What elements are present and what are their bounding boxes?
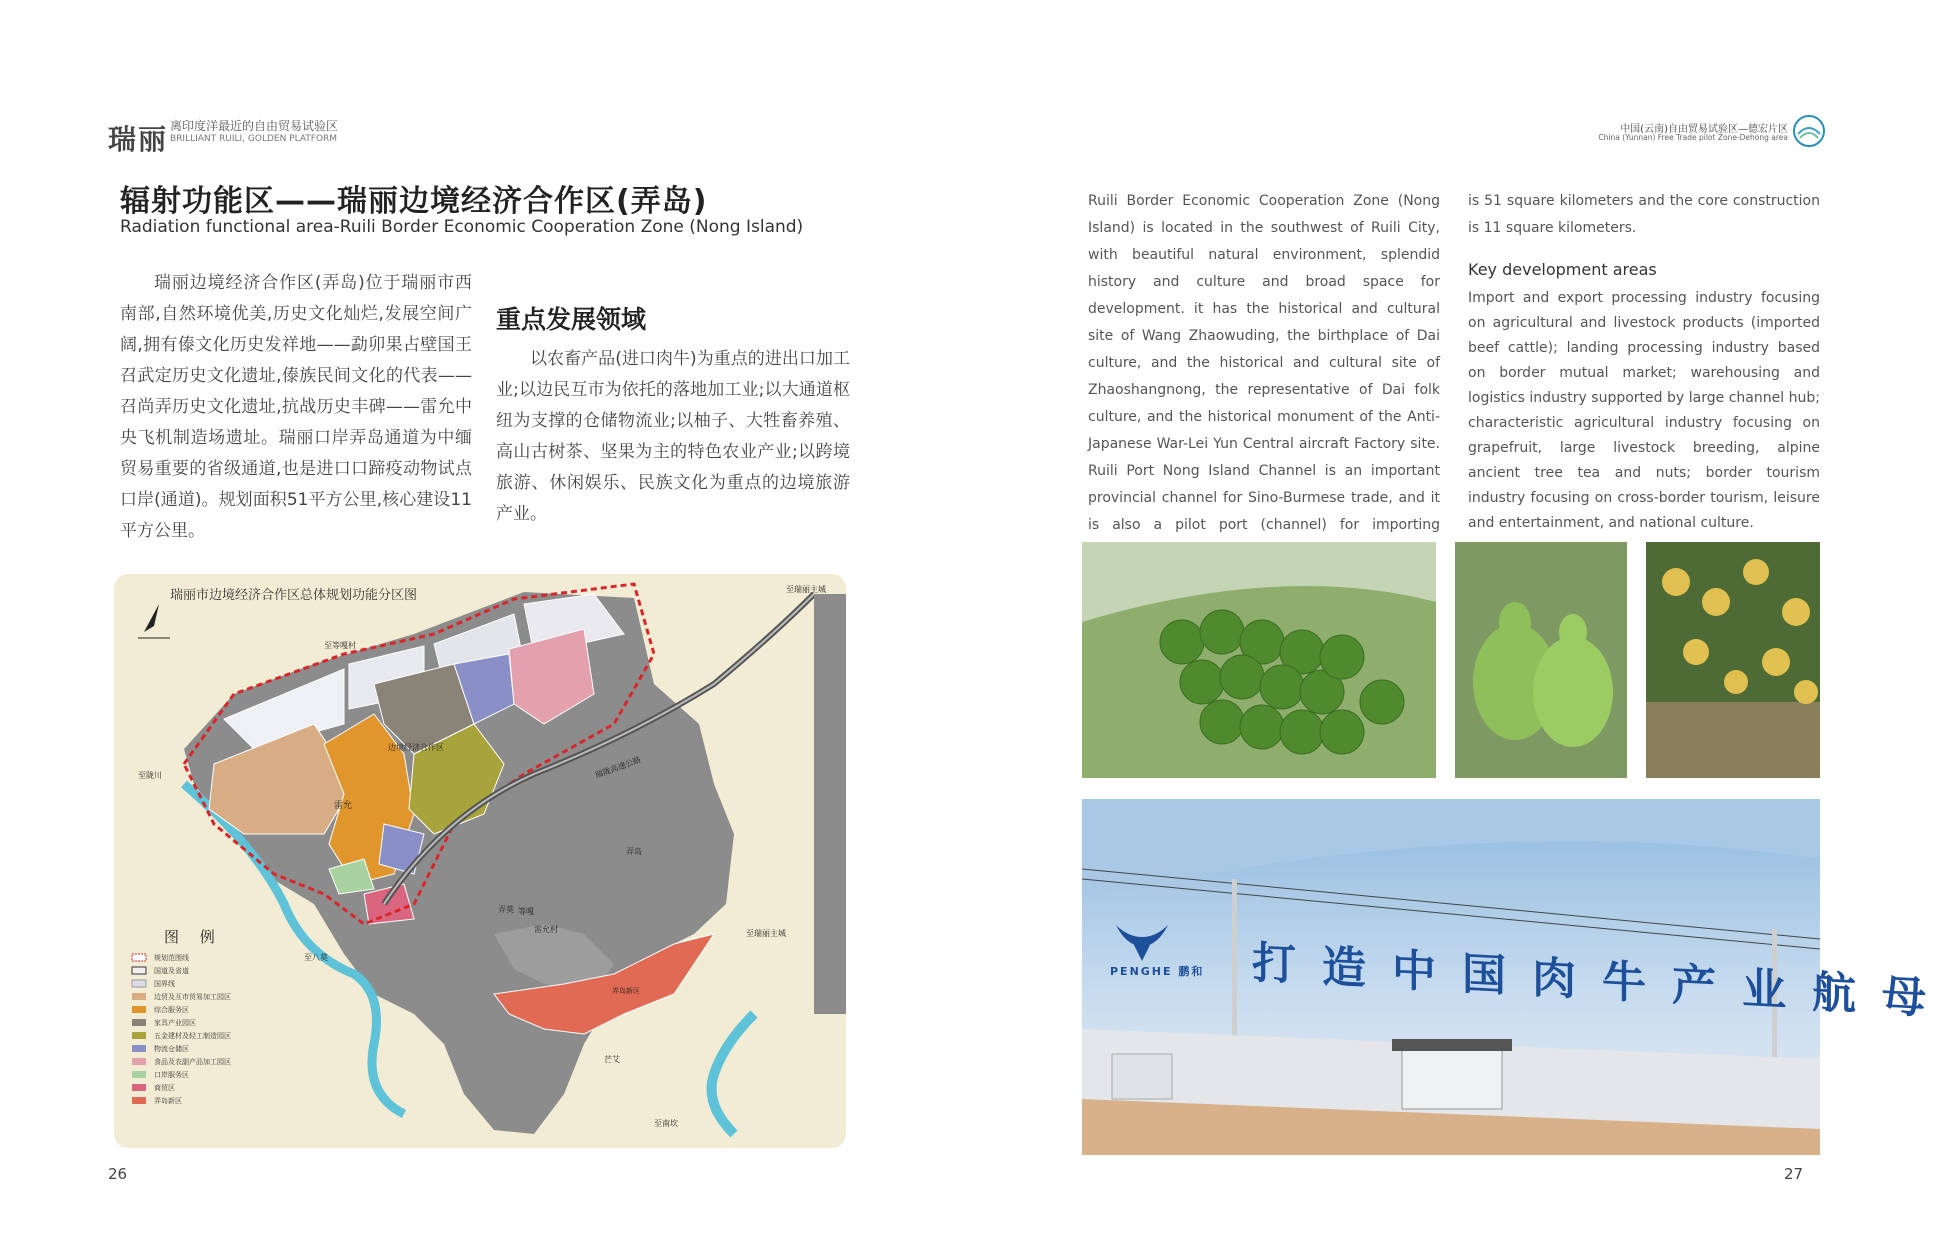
map-label: 弄莫 (498, 905, 514, 914)
intro-paragraph-cn: 瑞丽边境经济合作区(弄岛)位于瑞丽市西南部,自然环境优美,历史文化灿烂,发展空间广阔,拥有傣文化历史发祥地——勐卯果占壁国王召武定历史文化遗址,傣族民间文化的代表——召尚弄历史文化遗址,抗战历史丰碑——雷允中央飞机制造场遗址。瑞丽口岸弄岛通道为中缅贸易重要的省级通道,也是进口口蹄疫动物试点口岸(通道)。规划面积51平方公里,核心建设11平方公里。 (120, 273, 472, 541)
map-label: 弄岛 (626, 847, 642, 856)
map-title: 瑞丽市边境经济合作区总体规划功能分区图 (170, 588, 418, 603)
photo-penghe-factory (1082, 799, 1952, 1155)
legend-item: 口岸服务区 (154, 1071, 189, 1079)
legend-item: 家具产业园区 (154, 1019, 196, 1027)
legend-swatch (132, 954, 146, 961)
legend-item: 食品及农副产品加工园区 (154, 1058, 231, 1066)
page-number-right: 27 (1784, 1165, 1804, 1183)
key-areas-paragraph-cn: 以农畜产品(进口肉牛)为重点的进出口加工业;以边民互市为依托的落地加工业;以大通道枢纽为支撑的仓储物流业;以柚子、大牲畜养殖、高山古树茶、坚果为主的特色农业产业;以跨境旅游、休闲娱乐、民族文化为重点的边境旅游产业。 (496, 349, 850, 524)
legend-swatch (132, 1019, 146, 1026)
map-river-east (712, 1014, 755, 1134)
photo-tree-graphic (1646, 542, 1820, 778)
legend-swatch (132, 1032, 146, 1039)
intro-paragraph-en-cont: is 51 square kilometers and the core construction is 11 square kilometers. (1468, 193, 1820, 236)
legend-labels (154, 952, 231, 1108)
map-label: 至陇川 (138, 771, 162, 780)
legend-swatch (132, 1084, 146, 1091)
legend-swatch (132, 1006, 146, 1013)
map-label: 雷允村 (534, 925, 558, 934)
page-number-left: 26 (108, 1165, 128, 1183)
key-areas-heading-en: Key development areas (1468, 260, 1657, 279)
brand-tagline-cn: 离印度洋最近的自由贸易试验区 (170, 119, 339, 133)
key-areas-heading-cn: 重点发展领域 (496, 305, 647, 334)
legend-item: 国道及省道 (154, 967, 189, 975)
legend-swatch (132, 967, 146, 974)
map-terrain-edge (814, 594, 846, 1014)
legend-item: 五金建材及轻工制造园区 (154, 1032, 231, 1040)
photo-pomelo-graphic (1455, 542, 1627, 778)
page-title-cn: 辐射功能区——瑞丽边境经济合作区(弄岛) (120, 184, 708, 219)
legend-item: 边贸及互市贸易加工园区 (154, 993, 231, 1001)
legend-swatch (132, 993, 146, 1000)
legend-item: 综合服务区 (154, 1006, 189, 1014)
legend-item: 商贸区 (154, 1084, 175, 1092)
penghe-bull-logo-icon (1112, 919, 1172, 963)
compass-icon (138, 604, 170, 638)
legend-swatch (132, 1071, 146, 1078)
map-legend (132, 954, 146, 1104)
left-page (0, 0, 959, 1257)
map-label: 瑞陇高速公路 (593, 755, 643, 780)
key-areas-paragraph-en: Import and export processing industry focusing on agricultural and livestock products (imported beef cattle); landing processing industry based on border mutual market; warehousing and logistics industry supported by large channel hub; characteristic agricultural industry focusing on grapefruit, large livestock breeding, alpine ancient tree tea and nuts; border tourism industry focusing on cross-border tourism, leisure and entertainment, and national culture. (1468, 290, 1820, 531)
legend-item: 弄岛新区 (154, 1097, 182, 1105)
map-label: 至南坎 (654, 1119, 678, 1128)
map-label: 边境经济合作区 (388, 743, 444, 752)
map-label: 雷允 (334, 801, 353, 811)
legend-item: 物流仓储区 (154, 1045, 189, 1053)
legend-swatch (132, 1058, 146, 1065)
legend-swatch (132, 1097, 146, 1104)
legend-item: 规划范围线 (154, 954, 189, 962)
brand-tagline-en: BRILLIANT RUILI, GOLDEN PLATFORM (170, 134, 338, 144)
penghe-company-name: PENGHE 鹏和 (1110, 965, 1205, 978)
photo-green-fruit-cluster (1082, 542, 1436, 778)
intro-paragraph-en: Ruili Border Economic Cooperation Zone (Nong Island) is located in the southwest of Ruili City, with beautiful natural environment, splendid history and culture and broad space for development. it has the historical and cultural site of Wang Zhaowuding, the birthplace of Dai culture, and the historical and cultural site of Zhaoshangnong, the representative of Dai folk culture, and the historical monument of the Anti-Japanese War-Lei Yun Central aircraft Factory site. Ruili Port Nong Island Channel is an important provincial channel for Sino-Burmese trade, and it is also a pilot port (channel) for importing (1088, 193, 1440, 533)
map-label: 至八莫 (304, 953, 328, 962)
photo-pomelo (1455, 542, 1627, 778)
map-label: 芒艾 (604, 1055, 620, 1064)
header-right-cn: 中国(云南)自由贸易试验区—德宏片区 (1620, 124, 1788, 135)
map-label: 至瑞丽主城 (746, 929, 786, 938)
photo-grapefruit-tree (1646, 542, 1820, 778)
map-label: 弄岛新区 (612, 987, 640, 995)
legend-swatch (132, 980, 146, 987)
photo-fruit-graphic (1082, 542, 1436, 778)
legend-item: 国界线 (154, 980, 175, 988)
map-label: 至瑞丽主城 (786, 585, 826, 594)
legend-swatch (132, 1045, 146, 1052)
fta-emblem-icon (1792, 114, 1826, 148)
legend-title: 图 例 (164, 928, 223, 946)
brand-logo: 瑞丽 (108, 123, 169, 156)
zoning-map (114, 574, 846, 1148)
map-label: 至等嘎村 (324, 641, 356, 650)
header-right-en: China (Yunnan) Free Trade pilot Zone-Dehong area (1598, 133, 1788, 142)
photo-banner-slogan: 打造中国肉牛产业航母 (1252, 937, 1952, 1026)
map-label: 等嘎 (518, 907, 534, 916)
page-title-en: Radiation functional area-Ruili Border Economic Cooperation Zone (Nong Island) (120, 217, 804, 237)
